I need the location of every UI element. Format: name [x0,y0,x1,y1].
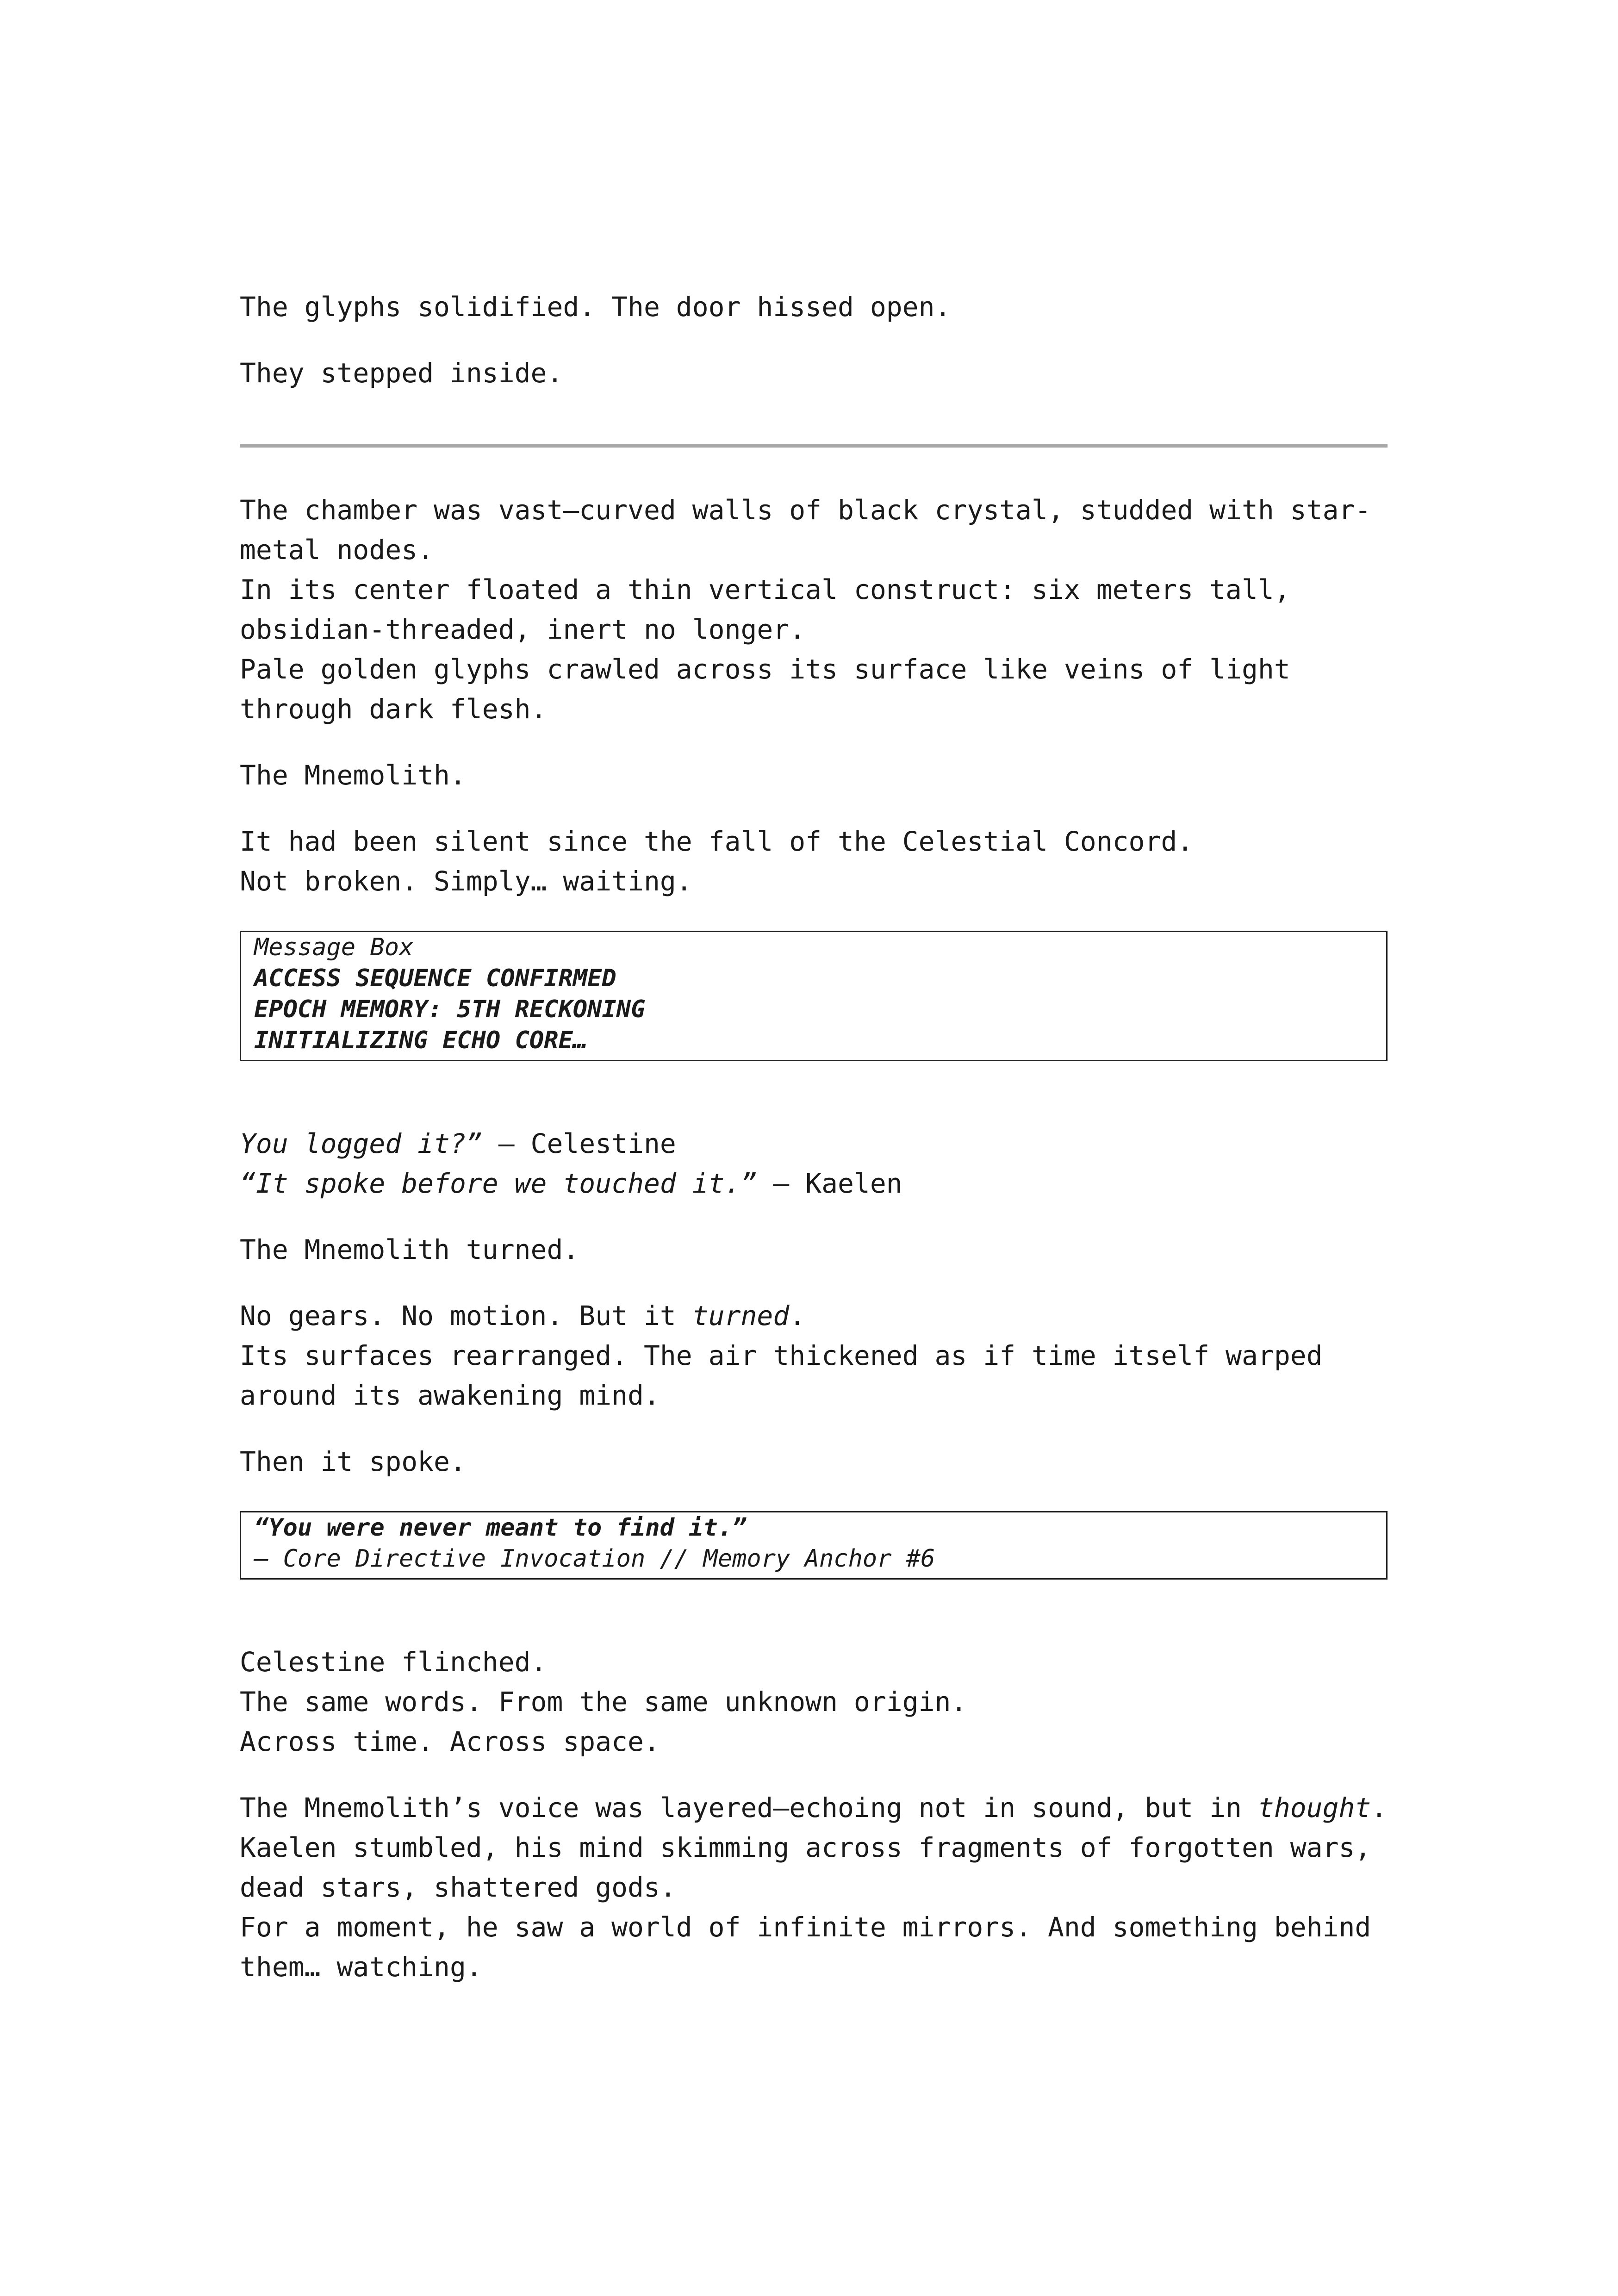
text-line: through dark flesh. [240,693,547,725]
text-line: For a moment, he saw a world of infinite mirrors. And something behind [240,1911,1371,1943]
paragraph-chamber [240,490,1388,729]
emphasis: thought [1257,1792,1371,1823]
paragraph-spoke: Then it spoke. [240,1446,466,1477]
text-line: obsidian-threaded, inert no longer. [240,614,806,645]
paragraph-stepped-inside: They stepped inside. [240,357,563,389]
dialogue-line [240,1124,1388,1164]
dialogue-quote: “It spoke before we touched it.” [240,1168,757,1199]
text-line [240,1788,1388,1828]
emphasis: turned [692,1300,790,1332]
text-line: In its center floated a thin vertical construct: six meters tall, [240,574,1290,605]
paragraph-turned: The Mnemolith turned. [240,1234,579,1265]
paragraph-mnemolith: The Mnemolith. [240,759,466,791]
dialogue-speaker: — Celestine [482,1128,676,1159]
section-divider [240,444,1388,448]
text-span: No gears. No motion. But it [240,1300,692,1332]
text-span: . [789,1300,806,1332]
text-span: . [1371,1792,1388,1823]
text-line: The chamber was vast—curved walls of black crystal, studded with star- [240,494,1371,526]
dialogue-line [240,1164,1388,1203]
text-line: Celestine flinched. [240,1646,547,1678]
message-line: EPOCH MEMORY: 5TH RECKONING [254,996,646,1023]
paragraph-voice [240,1788,1388,1987]
text-line: The same words. From the same unknown origin. [240,1686,967,1717]
paragraph-silent [240,821,1388,901]
text-line: Its surfaces rearranged. The air thickened as if time itself warped [240,1340,1323,1371]
paragraph-motion [240,1296,1388,1415]
text-line: dead stars, shattered gods. [240,1872,676,1903]
quote-box [240,1511,1388,1580]
text-line: Not broken. Simply… waiting. [240,865,692,897]
text-line: It had been silent since the fall of the Celestial Concord. [240,826,1194,857]
text-line: Kaelen stumbled, his mind skimming across fragments of forgotten wars, [240,1832,1371,1863]
dialogue-speaker: — Kaelen [757,1168,902,1199]
text-line: them… watching. [240,1951,482,1983]
paragraph-dialogue [240,1124,1388,1203]
quote-text: “You were never meant to find it.” [254,1514,747,1542]
text-line: Pale golden glyphs crawled across its surface like veins of light [240,653,1290,685]
text-line: around its awakening mind. [240,1380,660,1411]
message-line: ACCESS SEQUENCE CONFIRMED [254,964,616,992]
message-box-label: Message Box [254,933,414,961]
dialogue-quote: You logged it?” [240,1128,482,1159]
message-box [240,931,1388,1061]
document-page [240,287,1388,1987]
text-span: The Mnemolith’s voice was layered—echoing not in sound, but in [240,1792,1258,1823]
message-line: INITIALIZING ECHO CORE… [254,1027,588,1054]
text-line [240,1296,1388,1336]
quote-source: — Core Directive Invocation // Memory Anchor #6 [254,1545,935,1573]
text-line: Across time. Across space. [240,1726,660,1757]
paragraph-glyphs: The glyphs solidified. The door hissed open. [240,291,951,323]
paragraph-flinch [240,1642,1388,1761]
text-line: metal nodes. [240,534,434,566]
